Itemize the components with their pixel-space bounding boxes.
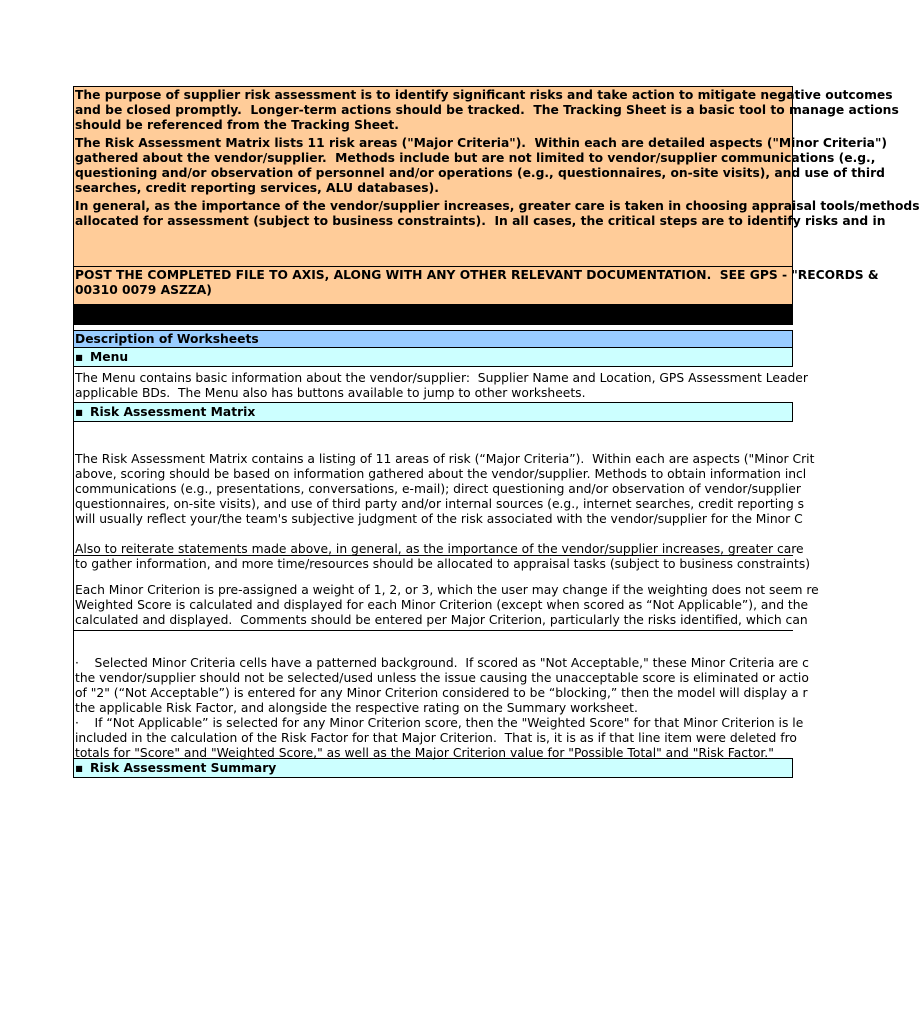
- body-text-line: communications (e.g., presentations, conversations, e-mail); direct questioning and/or observation of vendor/supplier: [75, 482, 801, 496]
- intro-text-line: In general, as the importance of the vendor/supplier increases, greater care is taken in choosing appraisal tools/methods: [75, 199, 920, 213]
- body-text-line: · Selected Minor Criteria cells have a patterned background. If scored as "Not Acceptable," these Minor Criteria are c: [75, 656, 809, 670]
- intro-paragraph-matrix: [75, 136, 888, 196]
- section-title-risk-summary: Risk Assessment Summary: [90, 761, 277, 775]
- intro-text-line: should be referenced from the Tracking Sheet.: [75, 118, 399, 132]
- section-title-menu: Menu: [90, 350, 129, 364]
- intro-paragraph-purpose: [75, 88, 899, 133]
- risk-matrix-description-cell: [73, 422, 815, 571]
- description-title: Description of Worksheets: [75, 332, 259, 346]
- body-text-line: Weighted Score is calculated and displayed for each Minor Criterion (except when scored as “Not Applicable”), and the: [75, 598, 809, 612]
- intro-text-line: allocated for assessment (subject to business constraints). In all cases, the critical steps are to identify risks and in: [75, 214, 886, 228]
- body-text-line: of "2" (“Not Acceptable”) is entered for any Minor Criterion considered to be “blocking,” then the model will display a r: [75, 686, 808, 700]
- body-text-line: included in the calculation of the Risk Factor for that Major Criterion. That is, it is as if that line item were deleted fro: [75, 731, 797, 745]
- body-text-line: applicable BDs. The Menu also has buttons available to jump to other worksheets.: [75, 386, 586, 400]
- intro-text-line: The purpose of supplier risk assessment is to identify significant risks and take action to mitigate negative outcomes: [75, 88, 893, 102]
- body-text-line: to gather information, and more time/resources should be allocated to appraisal tasks (subject to business constraints): [75, 557, 811, 571]
- section-header-menu: [73, 348, 793, 367]
- bullet-icon: ▪: [75, 350, 84, 364]
- post-text-line: 00310 0079 ASZZA): [75, 283, 212, 297]
- intro-text-line: questioning and/or observation of personnel and/or operations (e.g., questionnaires, on-site visits), and use of third: [75, 166, 885, 180]
- intro-paragraph-general: [75, 199, 920, 229]
- body-text-line: questionnaires, on-site visits), and use of third party and/or internal sources (e.g., internet searches, credit reporting s: [75, 497, 805, 511]
- body-text-line: · If “Not Applicable” is selected for any Minor Criterion score, then the "Weighted Score" for that Minor Criterion is le: [75, 716, 804, 730]
- worksheet-instructions: [73, 86, 920, 778]
- body-text-line: Also to reiterate statements made above, in general, as the importance of the vendor/supplier increases, greater care: [75, 542, 804, 556]
- description-header: [73, 330, 793, 348]
- intro-text-line: searches, credit reporting services, ALU databases).: [75, 181, 439, 195]
- section-title-risk-matrix: Risk Assessment Matrix: [90, 405, 256, 419]
- post-text-line: POST THE COMPLETED FILE TO AXIS, ALONG WITH ANY OTHER RELEVANT DOCUMENTATION. SEE GPS - "RECORDS &: [75, 268, 879, 282]
- body-text-line: calculated and displayed. Comments should be entered per Major Criterion, particularly the risks identified, which can: [75, 613, 808, 627]
- body-text-line: totals for "Score" and "Weighted Score," as well as the Major Criterion value for "Possible Total" and "Risk Factor.": [75, 746, 774, 760]
- body-text-line: will usually reflect your/the team's subjective judgment of the risk associated with the vendor/supplier for the Minor C: [75, 512, 803, 526]
- body-text-line: the applicable Risk Factor, and alongside the respective rating on the Summary worksheet.: [75, 701, 638, 715]
- section-header-risk-summary: [73, 759, 793, 778]
- body-text-line: above, scoring should be based on information gathered about the vendor/supplier. Methods to obtain information incl: [75, 467, 807, 481]
- separator-bar: [73, 305, 793, 325]
- body-text-line: the vendor/supplier should not be selected/used unless the issue causing the unacceptable score is eliminated or actio: [75, 671, 809, 685]
- intro-text-line: and be closed promptly. Longer-term actions should be tracked. The Tracking Sheet is a basic tool to manage actions: [75, 103, 899, 117]
- intro-text-line: The Risk Assessment Matrix lists 11 risk areas ("Major Criteria"). Within each are detailed aspects ("Minor Criteria"): [75, 136, 888, 150]
- intro-text-line: gathered about the vendor/supplier. Methods include but are not limited to vendor/supplier communications (e.g.,: [75, 151, 876, 165]
- body-text-line: The Risk Assessment Matrix contains a listing of 11 areas of risk (“Major Criteria”). Within each are aspects ("Minor Crit: [75, 452, 815, 466]
- bullet-icon: ▪: [75, 761, 84, 775]
- bullet-icon: ▪: [75, 405, 84, 419]
- intro-cell: [73, 86, 920, 266]
- post-instructions-cell: [73, 266, 879, 305]
- section-header-risk-matrix: [73, 403, 793, 422]
- body-text-line: The Menu contains basic information about the vendor/supplier: Supplier Name and Location, GPS Assessment Leader: [75, 371, 808, 385]
- scoring-rules-cell: [73, 631, 809, 760]
- body-text-line: Each Minor Criterion is pre-assigned a weight of 1, 2, or 3, which the user may change if the weighting does not seem re: [75, 583, 819, 597]
- menu-description-cell: [73, 367, 808, 403]
